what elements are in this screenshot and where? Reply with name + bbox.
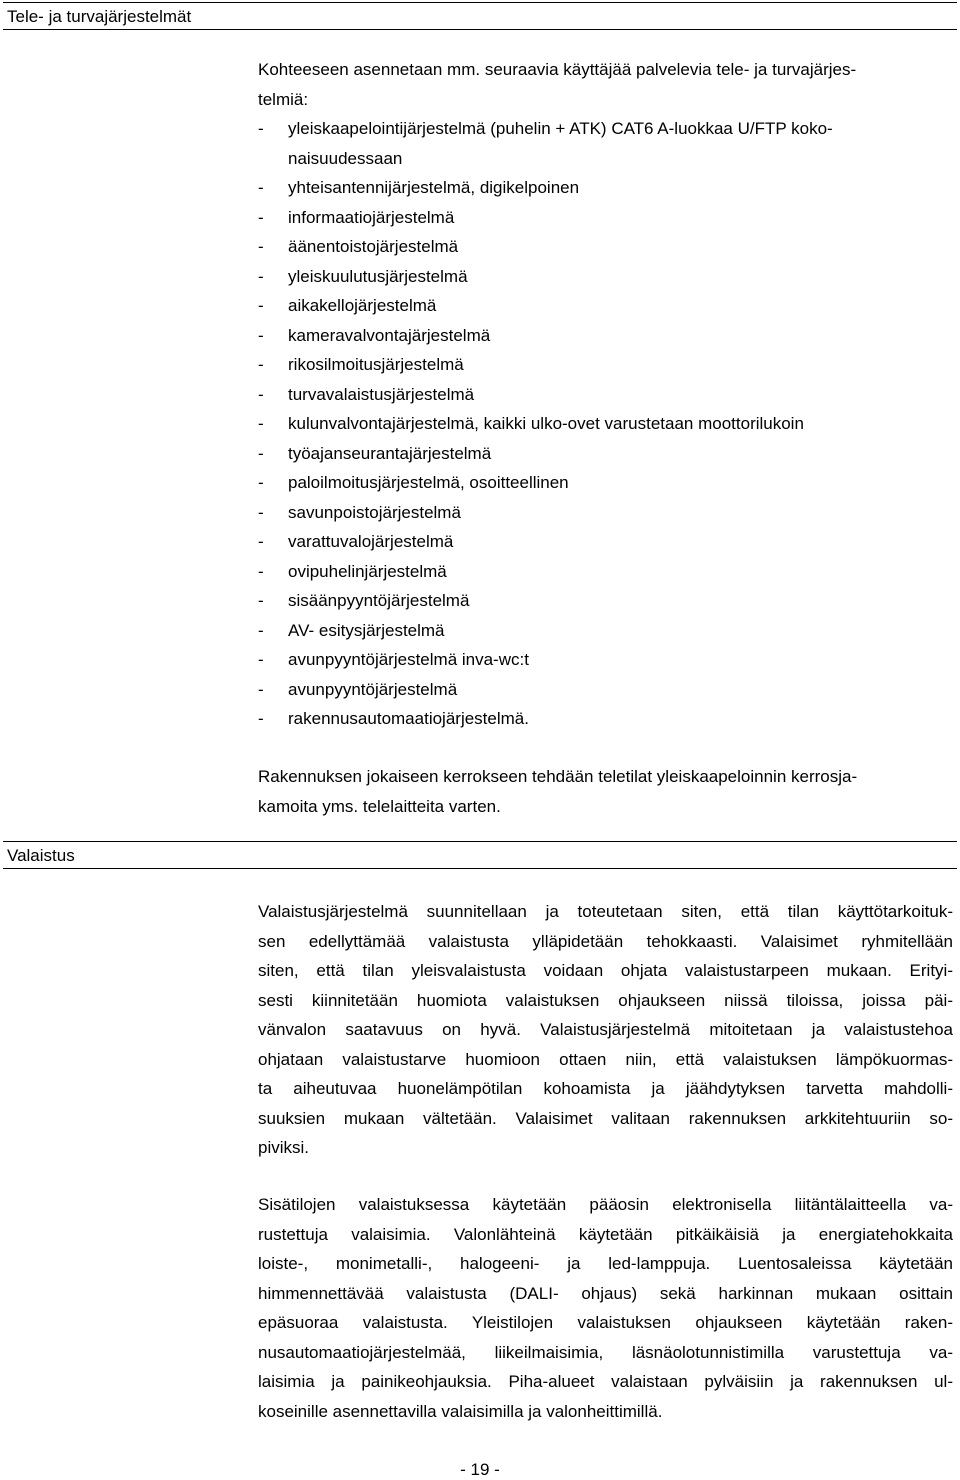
paragraph-line: loiste-, monimetalli-, halogeeni- ja led-lamppuja. Luentosaleissa käytetään bbox=[258, 1254, 953, 1273]
section-header-tele bbox=[3, 2, 957, 30]
list-dash: - bbox=[258, 384, 264, 404]
tele-system-label: kameravalvontajärjestelmä bbox=[288, 325, 491, 345]
list-dash: - bbox=[258, 237, 264, 256]
list-dash: - bbox=[258, 502, 264, 522]
list-dash: - bbox=[258, 443, 264, 463]
tele-system-label: kulunvalvontajärjestelmä, kaikki ulko-ovet varustetaan moottorilukoin bbox=[288, 414, 804, 433]
list-dash bbox=[258, 144, 288, 174]
tele-system-label: avunpyyntöjärjestelmä inva-wc:t bbox=[288, 650, 529, 669]
paragraph-line: Valaistusjärjestelmä suunnitellaan ja toteutetaan siten, että tilan käyttötarkoituk- bbox=[258, 902, 953, 921]
valaistus-paragraph-2 bbox=[258, 1190, 953, 1426]
list-dash: - bbox=[258, 355, 264, 374]
tele-system-item bbox=[258, 586, 953, 616]
tele-system-item bbox=[258, 321, 953, 351]
tele-system-label: työajanseurantajärjestelmä bbox=[288, 443, 492, 463]
tele-system-label: turvavalaistusjärjestelmä bbox=[288, 384, 475, 404]
paragraph-line: sen edellyttämää valaistusta ylläpidetään tehokkaasti. Valaisimet ryhmitellään bbox=[258, 931, 953, 951]
list-dash: - bbox=[258, 561, 264, 581]
list-dash: - bbox=[258, 178, 264, 197]
paragraph-line: ohjataan valaistustarve huomioon ottaen niin, että valaistuksen lämpökuormas- bbox=[258, 1049, 953, 1069]
paragraph-line: Sisätilojen valaistuksessa käytetään pääosin elektronisella liitäntälaitteella va- bbox=[258, 1195, 953, 1214]
tele-outro-line: Rakennuksen jokaiseen kerrokseen tehdään teletilat yleiskaapeloinnin kerrosja- bbox=[258, 767, 858, 786]
section-header-valaistus bbox=[3, 841, 957, 869]
tele-system-label: rakennusautomaatiojärjestelmä. bbox=[288, 709, 529, 728]
tele-system-item bbox=[258, 675, 953, 705]
list-dash: - bbox=[258, 325, 264, 345]
tele-system-item bbox=[258, 203, 953, 233]
tele-system-item bbox=[258, 468, 953, 498]
tele-system-label: äänentoistojärjestelmä bbox=[288, 237, 459, 256]
tele-intro-line: telmiä: bbox=[258, 89, 309, 109]
tele-system-label: aikakellojärjestelmä bbox=[288, 296, 437, 315]
list-dash: - bbox=[258, 532, 264, 551]
paragraph-line: sesti kiinnitetään huomiota valaistuksen ohjaukseen niissä tiloissa, joissa päi- bbox=[258, 990, 953, 1010]
tele-system-item bbox=[258, 114, 953, 144]
tele-system-label: informaatiojärjestelmä bbox=[288, 207, 455, 227]
tele-system-item bbox=[258, 616, 953, 646]
tele-intro bbox=[258, 55, 953, 114]
paragraph-line: rustettuja valaisimia. Valonlähteinä käytetään pitkäikäisiä ja energiatehokkaita bbox=[258, 1224, 953, 1244]
paragraph-line: siten, että tilan yleisvalaistusta voidaan ohjata valaistustarpeen mukaan. Erityi- bbox=[258, 961, 953, 980]
list-dash: - bbox=[258, 119, 264, 138]
tele-outro-line: kamoita yms. telelaitteita varten. bbox=[258, 796, 501, 816]
list-dash: - bbox=[258, 266, 264, 286]
tele-system-label: paloilmoitusjärjestelmä, osoitteellinen bbox=[288, 473, 569, 492]
valaistus-paragraph-1 bbox=[258, 897, 953, 1163]
paragraph-line: suuksien mukaan vältetään. Valaisimet valitaan rakennuksen arkkitehtuuriin so- bbox=[258, 1108, 953, 1128]
tele-system-item bbox=[258, 380, 953, 410]
tele-system-label: sisäänpyyntöjärjestelmä bbox=[288, 591, 470, 610]
paragraph-line: epäsuoraa valaistusta. Yleistilojen valaistuksen ohjaukseen käytetään raken- bbox=[258, 1313, 953, 1332]
tele-system-item bbox=[258, 262, 953, 292]
section-title-tele: Tele- ja turvajärjestelmät bbox=[7, 7, 192, 26]
list-dash: - bbox=[258, 296, 264, 315]
section-title-valaistus: Valaistus bbox=[7, 846, 75, 865]
paragraph-line: piviksi. bbox=[258, 1138, 310, 1157]
list-dash: - bbox=[258, 591, 264, 610]
tele-system-item bbox=[258, 557, 953, 587]
tele-system-item bbox=[258, 173, 953, 203]
tele-system-item bbox=[258, 498, 953, 528]
tele-system-item bbox=[258, 704, 953, 734]
tele-system-label: naisuudessaan bbox=[288, 148, 403, 168]
list-dash: - bbox=[258, 414, 264, 433]
list-dash: - bbox=[258, 620, 264, 640]
tele-system-label: varattuvalojärjestelmä bbox=[288, 532, 454, 551]
list-dash: - bbox=[258, 650, 264, 669]
tele-system-label: rikosilmoitusjärjestelmä bbox=[288, 355, 464, 374]
tele-system-label: AV- esitysjärjestelmä bbox=[288, 620, 445, 640]
paragraph-line: ta aiheutuvaa huonelämpötilan kohoamista ja jäähdytyksen tarvetta mahdolli- bbox=[258, 1079, 953, 1098]
tele-system-item bbox=[258, 291, 953, 321]
page-number: - 19 - bbox=[460, 1460, 500, 1479]
tele-system-item bbox=[258, 527, 953, 557]
paragraph-line: vänvalon saatavuus on hyvä. Valaistusjärjestelmä mitoitetaan ja valaistustehoa bbox=[258, 1020, 953, 1039]
tele-system-label: yleiskuulutusjärjestelmä bbox=[288, 266, 468, 286]
paragraph-line: laisimia ja painikeohjauksia. Piha-alueet valaistaan pylväisiin ja rakennuksen ul- bbox=[258, 1372, 953, 1391]
paragraph-line: himmennettävää valaistusta (DALI- ohjaus) sekä harkinnan mukaan osittain bbox=[258, 1283, 953, 1303]
tele-system-label: yhteisantennijärjestelmä, digikelpoinen bbox=[288, 178, 580, 197]
tele-system-item bbox=[258, 645, 953, 675]
tele-system-item bbox=[258, 439, 953, 469]
tele-system-item bbox=[258, 350, 953, 380]
tele-system-label: yleiskaapelointijärjestelmä (puhelin + ATK) CAT6 A-luokkaa U/FTP koko- bbox=[288, 119, 833, 138]
tele-outro bbox=[258, 762, 953, 821]
tele-system-item bbox=[258, 232, 953, 262]
tele-systems-list bbox=[258, 114, 953, 734]
tele-intro-line: Kohteeseen asennetaan mm. seuraavia käyttäjää palvelevia tele- ja turvajärjes- bbox=[258, 60, 857, 79]
tele-system-label: avunpyyntöjärjestelmä bbox=[288, 679, 458, 699]
tele-system-item bbox=[258, 409, 953, 439]
list-dash: - bbox=[258, 709, 264, 728]
list-dash: - bbox=[258, 473, 264, 492]
paragraph-line: nusautomaatiojärjestelmää, liikeilmaisimia, läsnäolotunnistimilla varustettuja va- bbox=[258, 1342, 953, 1362]
tele-system-label: ovipuhelinjärjestelmä bbox=[288, 561, 447, 581]
list-dash: - bbox=[258, 207, 264, 227]
list-dash: - bbox=[258, 679, 264, 699]
tele-system-label: savunpoistojärjestelmä bbox=[288, 502, 461, 522]
paragraph-line: koseinille asennettavilla valaisimilla ja valonheittimillä. bbox=[258, 1401, 663, 1421]
tele-system-item bbox=[258, 144, 953, 174]
